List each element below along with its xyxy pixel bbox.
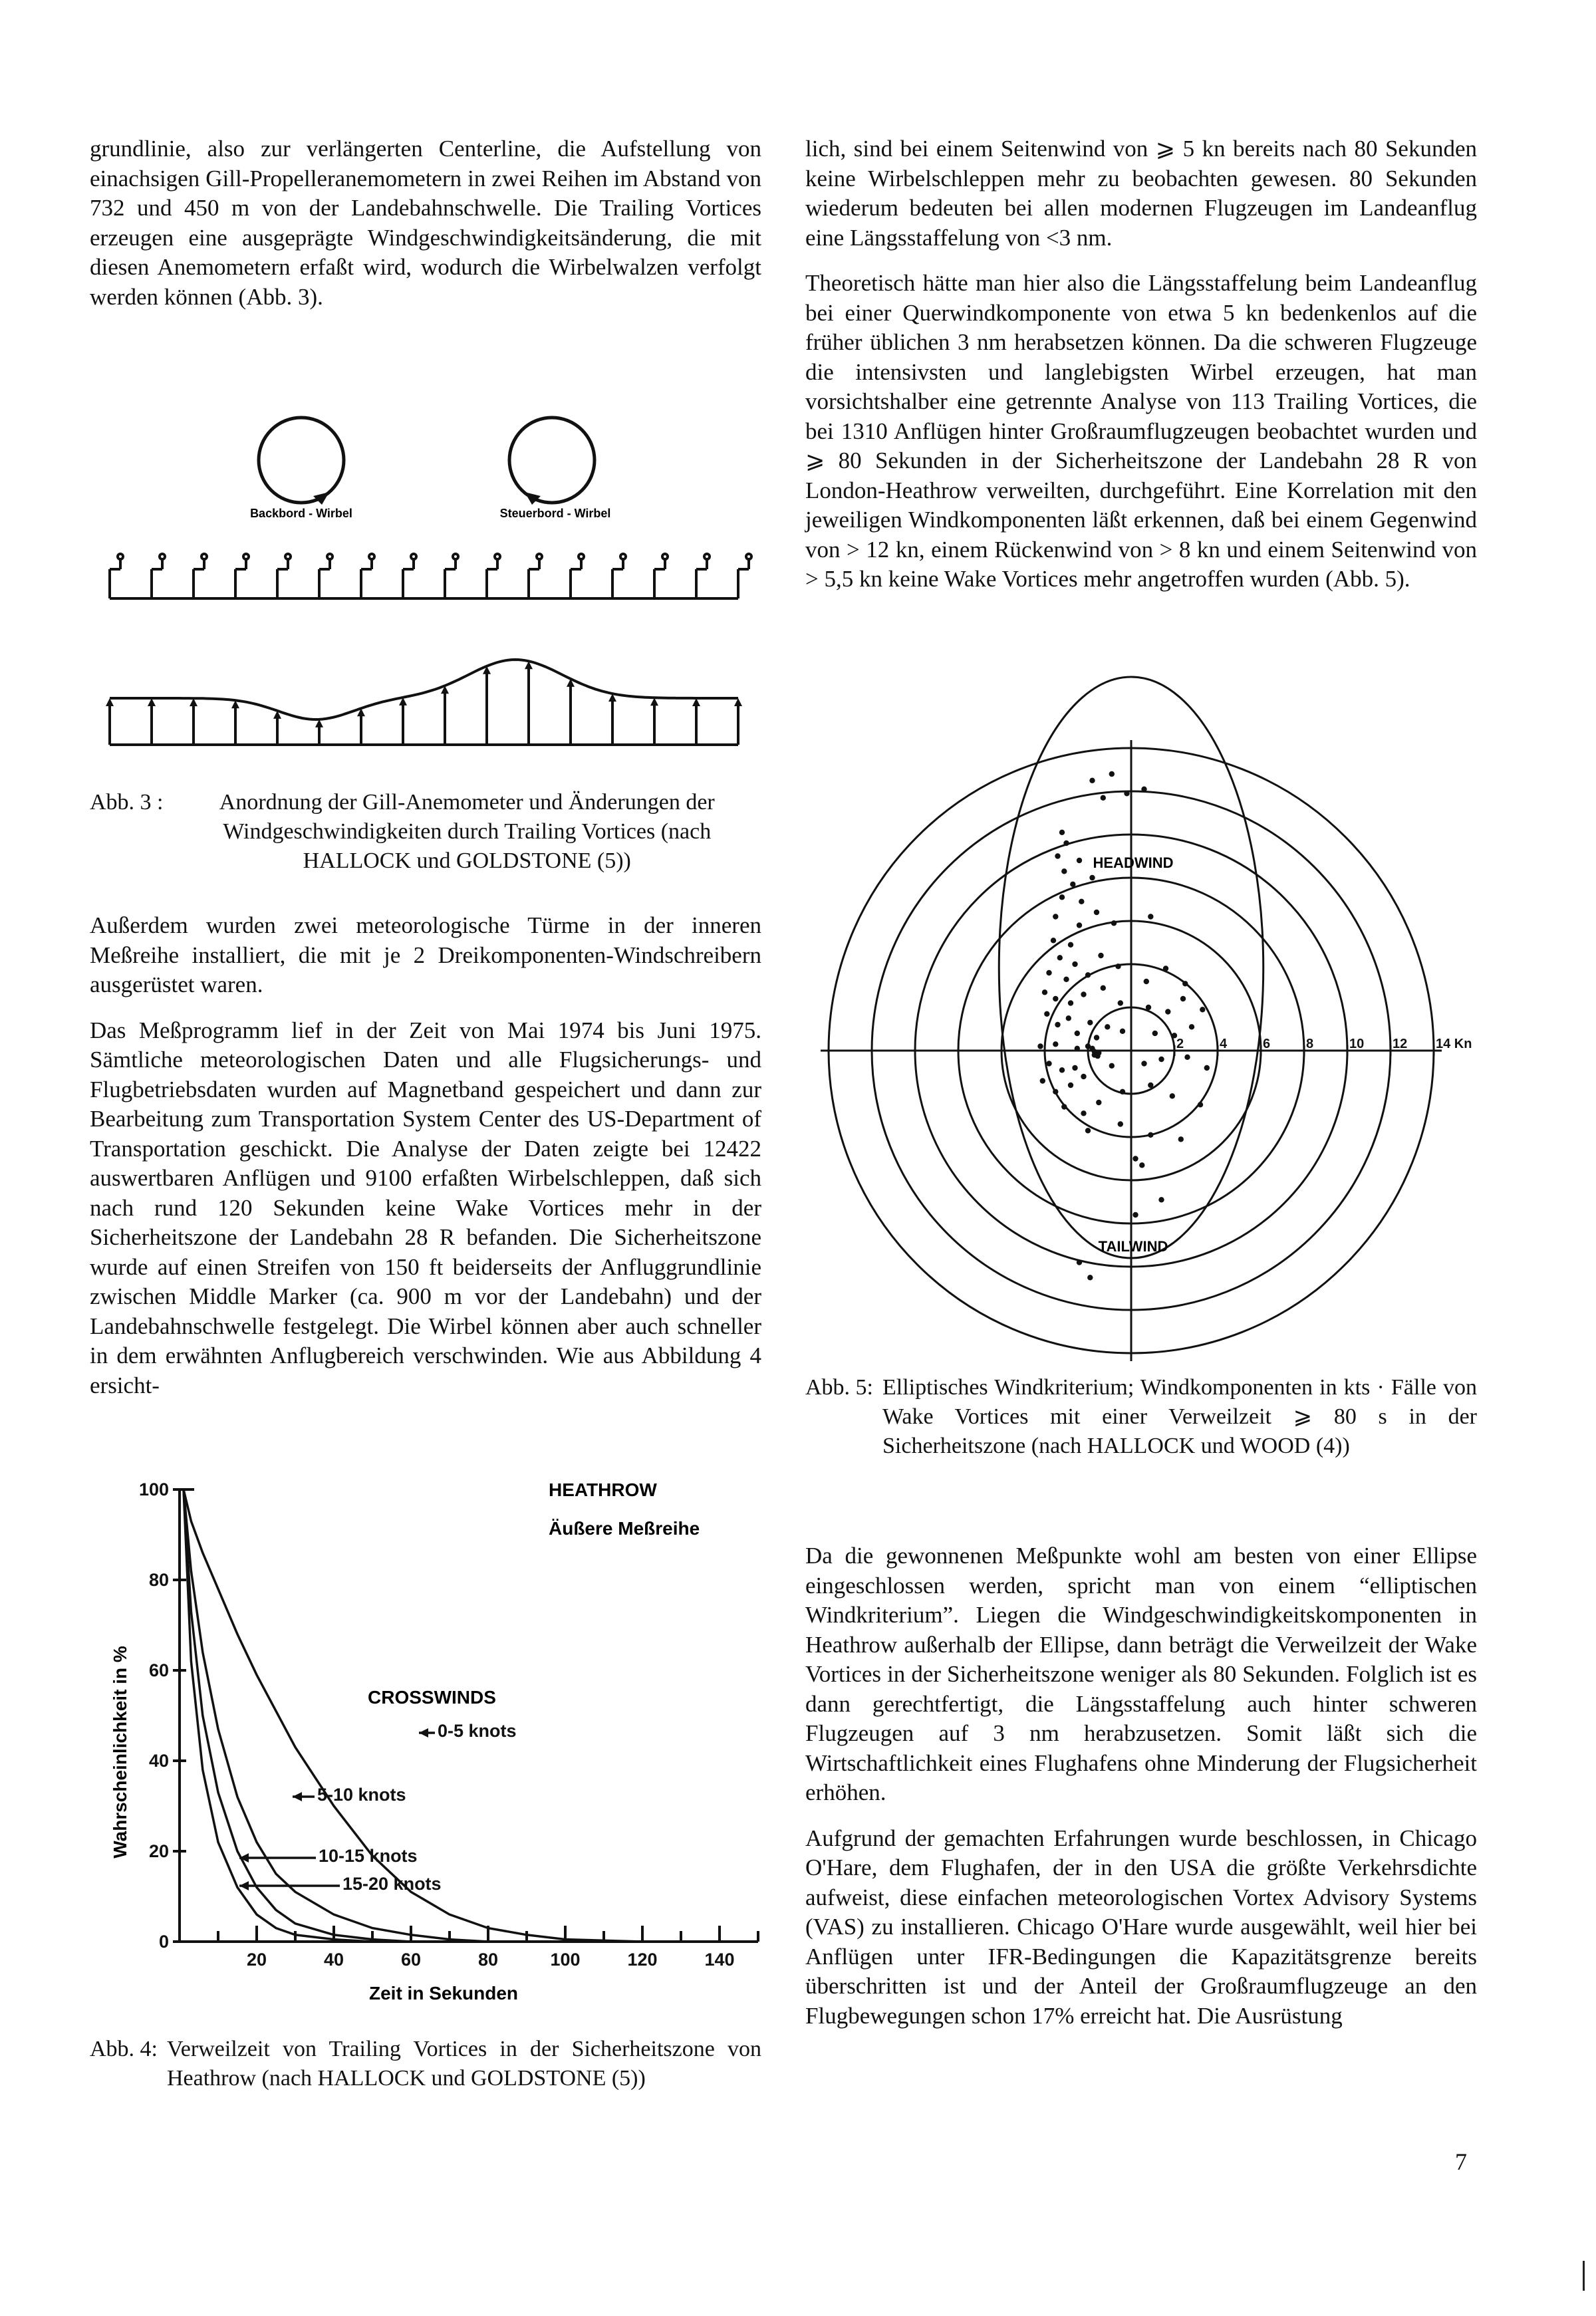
ring-label: 4: [1220, 1037, 1228, 1051]
data-point: [1061, 868, 1067, 874]
data-point: [1204, 1065, 1210, 1071]
chart-labels: [139, 1480, 735, 1970]
anemometer-icon: [654, 554, 668, 598]
data-point: [1061, 1104, 1067, 1109]
starboard-vortex-label: Steuerbord - Wirbel: [499, 507, 611, 520]
paragraph: Aufgrund der gemachten Erfahrungen wurde beschlossen, in Chicago O'Hare, dem Flughafen, der in den USA die größte Verkehrsdichte aufweist, diese einfachen meteorologischen Vortex Advisory Systems (VAS) zu installieren. Chicago O'Hare wurde ausgewählt, weil hier bei Anflügen unter IFR-Bedingungen die Kapazitätsgrenze bereits überschritten ist und der Anteil der Großraumflugzeuge an den Flugbewegungen schon 17% erreicht hat. Die Ausrüstung: [805, 1825, 1477, 2029]
anemometer-icon: [738, 554, 751, 598]
y-tick-label: 80: [148, 1570, 169, 1590]
series-label: 0-5 knots: [438, 1721, 517, 1741]
data-point: [1072, 1065, 1077, 1071]
data-point: [1144, 979, 1149, 984]
data-point: [1085, 1128, 1091, 1133]
data-point: [1178, 1136, 1184, 1142]
data-point: [1132, 1212, 1138, 1218]
data-points: [1037, 771, 1210, 1281]
data-point: [1046, 970, 1051, 975]
portside-vortex-circle: [259, 418, 344, 503]
figure-4-line-chart: [90, 1456, 788, 2021]
data-point: [1096, 1050, 1101, 1055]
x-tick-label: 120: [627, 1950, 658, 1970]
y-axis-label: Wahrscheinlichkeit in %: [110, 1646, 130, 1859]
data-point: [1053, 914, 1058, 919]
anemometer-icon: [445, 554, 458, 598]
ring-label: 2: [1176, 1037, 1184, 1051]
anemometer-icon: [152, 554, 165, 598]
anemometer-icon: [487, 554, 500, 598]
data-point: [1079, 899, 1084, 904]
data-point: [1075, 1031, 1080, 1036]
y-tick-label: 60: [148, 1660, 169, 1680]
edge-mark: [1583, 2261, 1585, 2291]
data-point: [1053, 996, 1058, 1001]
anemometer-icon: [319, 554, 332, 598]
data-point: [1059, 894, 1065, 900]
data-point: [1148, 1132, 1153, 1138]
data-point: [1094, 1035, 1099, 1040]
data-point: [1118, 1121, 1123, 1126]
anemometer-icon: [277, 554, 291, 598]
data-point: [1040, 1078, 1045, 1083]
data-point: [1085, 972, 1091, 977]
data-point: [1152, 1031, 1158, 1036]
starboard-vortex-circle: [509, 418, 595, 503]
figure-5-polar-wind-diagram: [805, 725, 1470, 1403]
data-point: [1101, 795, 1106, 801]
data-point: [1072, 962, 1077, 967]
data-point: [1066, 1015, 1071, 1021]
data-point: [1120, 1029, 1125, 1034]
figure-4-caption: [90, 2035, 761, 2093]
paragraph: lich, sind bei einem Seitenwind von ⩾ 5 kn bereits nach 80 Sekunden keine Wirbelschleppen mehr zu beobachten gewesen. 80 Sekunden wiederum bedeuten bei allen modernen Flugzeugen im Landeanflug eine Längsstaffelung von <3 nm.: [805, 136, 1477, 251]
data-point: [1089, 778, 1095, 783]
anemometer-icon: [110, 554, 123, 598]
series-label: 5-10 knots: [317, 1785, 406, 1805]
chart-title: HEATHROW: [549, 1480, 657, 1500]
y-tick-label: 0: [158, 1932, 169, 1952]
y-tick-label: 20: [148, 1841, 169, 1861]
page-number: 7: [1455, 2148, 1467, 2175]
data-point: [1139, 1162, 1144, 1168]
ring-label: 6: [1263, 1037, 1271, 1051]
chart-axes: [173, 1489, 758, 1942]
series-label: 10-15 knots: [319, 1846, 418, 1866]
data-point: [1042, 989, 1047, 995]
legend-title: CROSSWINDS: [368, 1687, 496, 1708]
paragraph: Außerdem wurden zwei meteorologische Türme in der inneren Meßreihe installiert, die mit je 2 Dreikomponenten-Windschreibern ausgerüstet waren.: [90, 912, 761, 997]
data-point: [1124, 791, 1129, 796]
data-point: [1105, 1024, 1110, 1029]
caption-text: Elliptisches Windkriterium; Windkomponenten in kts · Fälle von Wake Vortices mit einer Verweilzeit ⩾ 80 s in der Sicherheitszone (nach HALLOCK und WOOD (4)): [882, 1375, 1477, 1458]
data-point: [1087, 1275, 1093, 1280]
y-tick-label: 40: [148, 1751, 169, 1771]
data-point: [1068, 1083, 1073, 1088]
data-point: [1059, 830, 1065, 835]
figure-3-caption: [90, 788, 761, 876]
data-point: [1141, 1061, 1146, 1066]
data-point: [1053, 1041, 1058, 1047]
anemometer-icon: [529, 554, 542, 598]
caption-text: Verweilzeit von Trailing Vortices in der Sicherheitszone von Heathrow (nach HALLOCK und GOLDSTONE (5)): [167, 2037, 761, 2091]
anemometer-icon: [571, 554, 584, 598]
data-point: [1184, 1055, 1190, 1060]
portside-vortex-arrow: [313, 492, 329, 505]
data-point: [1115, 964, 1121, 969]
data-point: [1068, 1000, 1073, 1005]
data-point: [1111, 920, 1117, 926]
data-point: [1077, 1259, 1082, 1265]
data-point: [1094, 910, 1099, 915]
paragraph: Da die gewonnenen Meßpunkte wohl am besten von einer Ellipse eingeschlossen werden, spricht man von einem “elliptischen Windkriterium”. Liegen die Windgeschwindigkeitskomponenten in Heathrow außerhalb der Ellipse, dann beträgt die Verweilzeit der Wake Vortices in der Sicherheitszone weniger als 80 Sekunden. Folglich ist es dann gerechtfertigt, die Längsstaffelung auch hinter schweren Flugzeugen auf 3 nm herabzusetzen. Somit läßt sich die Wirtschaftlichkeit eines Flughafens ohne Minderung der Flugsicherheit erhöhen.: [805, 1543, 1477, 1805]
data-point: [1037, 1043, 1043, 1049]
figure-3-anemometer-diagram: [90, 412, 821, 838]
data-point: [1172, 1033, 1177, 1038]
data-point: [1055, 1022, 1060, 1027]
headwind-label: HEADWIND: [1093, 854, 1174, 871]
data-point: [1057, 955, 1063, 960]
data-point: [1089, 875, 1095, 880]
data-point: [1055, 853, 1060, 858]
x-tick-label: 80: [477, 1950, 499, 1970]
ring-label: 8: [1306, 1037, 1314, 1051]
data-point: [1148, 914, 1153, 919]
data-point: [1158, 1197, 1164, 1202]
data-point: [1141, 787, 1146, 792]
data-point: [1165, 1009, 1170, 1014]
x-tick-label: 140: [704, 1950, 735, 1970]
paragraph: Das Meßprogramm lief in der Zeit von Mai 1974 bis Juni 1975. Sämtliche meteorologischen Daten und alle Flugsicherungs- und Flugbetriebsdaten wurden auf Magnetband gespeichert und dann zur Bearbeitung zum Transportation System Center des US-Department of Transportation geschickt. Die Analyse der Daten zeigte bei 12422 auswertbaren Anflügen und 9100 erfaßten Wirbelschleppen, daß sich nach rund 120 Sekunden keine Wake Vortices mehr in der Sicherheitszone der Landebahn 28 R befanden. Die Sicherheitszone wurde auf einen Streifen von 150 ft beiderseits der Anfluggrundlinie zwischen Middle Marker (ca. 900 m vor der Landebahn) und der Landebahnschwelle festgelegt. Die Wirbel können aber auch schneller in dem erwähnten Anflugbereich verschwinden. Wie aus Abbildung 4 ersicht-: [90, 1017, 761, 1398]
data-point: [1170, 1093, 1175, 1098]
data-point: [1132, 1156, 1138, 1161]
data-point: [1118, 1000, 1123, 1005]
data-point: [1120, 1089, 1125, 1094]
data-point: [1180, 996, 1186, 1001]
right-column-top: [805, 134, 1477, 610]
anemometer-row-bottom: [106, 660, 742, 745]
data-point: [1063, 977, 1069, 982]
data-point: [1109, 771, 1115, 777]
data-point: [1077, 858, 1082, 863]
caption-label: Abb. 3 :: [90, 790, 164, 815]
x-tick-label: 20: [246, 1950, 267, 1970]
wind-profile-curve: [110, 660, 738, 719]
data-point: [1096, 1100, 1101, 1105]
x-tick-label: 40: [323, 1950, 344, 1970]
x-tick-label: 100: [550, 1950, 581, 1970]
ring-label: 14 Kn: [1436, 1037, 1472, 1051]
data-point: [1081, 1074, 1086, 1079]
data-point: [1068, 942, 1073, 948]
data-point: [1063, 840, 1069, 846]
caption-label: Abb. 5:: [805, 1375, 873, 1400]
data-point: [1198, 1102, 1203, 1107]
polar-grid: [821, 677, 1442, 1361]
data-point: [1070, 882, 1075, 887]
data-point: [1200, 1007, 1205, 1012]
data-point: [1189, 1024, 1194, 1029]
series-label: 15-20 knots: [342, 1874, 442, 1894]
data-point: [1182, 981, 1188, 986]
x-axis-label: Zeit in Sekunden: [368, 1983, 519, 2003]
anemometer-icon: [361, 554, 374, 598]
anemometer-icon: [696, 554, 710, 598]
data-point: [1046, 1061, 1051, 1066]
y-tick-label: 100: [138, 1480, 169, 1499]
ring-label: 12: [1393, 1037, 1408, 1051]
ring-label: 10: [1349, 1037, 1365, 1051]
data-point: [1148, 1083, 1153, 1088]
ring-labels: [1176, 1037, 1472, 1051]
figure-5-caption: [805, 1373, 1477, 1461]
chart-subtitle: Äußere Meßreihe: [549, 1518, 700, 1539]
left-column-top: [90, 134, 761, 328]
anemometer-row-top: [110, 554, 751, 598]
caption-label: Abb. 4:: [90, 2037, 158, 2061]
data-point: [1101, 985, 1106, 991]
paragraph: Theoretisch hätte man hier also die Längsstaffelung beim Landeanflug bei einer Querwindkomponente von etwa 5 kn bedenkenlos auf die früher üblichen 3 nm herabsetzen können. Da die schweren Flugzeuge die intensivsten und langlebigsten Wirbel erzeugen, hat man vorsichtshalber eine getrennte Analyse von 113 Trailing Vortices, die bei 1310 Anflügen hinter Großraumflugzeugen beobachtet wurden und ⩾ 80 Sekunden in der Sicherheitszone der Landebahn 28 R von London-Heathrow verweilten, durchgeführt. Eine Korrelation mit den jeweiligen Windkomponenten läßt erkennen, daß bei einem Gegenwind von > 12 kn, einem Rückenwind von > 8 kn und einem Seitenwind von > 5,5 kn keine Wake Vortices mehr angetroffen wurden (Abb. 5).: [805, 270, 1477, 592]
x-tick-label: 60: [400, 1950, 422, 1970]
portside-vortex-label: Backbord - Wirbel: [250, 507, 352, 520]
left-column-middle: [90, 911, 761, 1416]
data-point: [1051, 938, 1056, 943]
data-point: [1044, 1011, 1049, 1017]
data-point: [1081, 991, 1086, 997]
starboard-vortex-arrow: [525, 492, 541, 505]
data-point: [1163, 965, 1168, 971]
right-column-bottom: [805, 1541, 1477, 2047]
tailwind-label: TAILWIND: [1098, 1238, 1168, 1255]
data-point: [1109, 1063, 1115, 1069]
anemometer-icon: [194, 554, 207, 598]
data-point: [1146, 1005, 1151, 1010]
anemometer-icon: [612, 554, 626, 598]
anemometer-icon: [235, 554, 249, 598]
data-point: [1059, 1067, 1065, 1073]
data-point: [1053, 1089, 1058, 1094]
data-point: [1098, 953, 1103, 958]
data-point: [1081, 1110, 1086, 1116]
anemometer-icon: [403, 554, 416, 598]
data-point: [1075, 1046, 1080, 1051]
caption-text: Anordnung der Gill-Anemometer und Änderungen der Windgeschwindigkeiten durch Trailing Vortices (nach HALLOCK und GOLDSTONE (5)): [219, 790, 715, 873]
paragraph: grundlinie, also zur verlängerten Centerline, die Aufstellung von einachsigen Gill-Propelleranemometern in zwei Reihen im Abstand von 732 und 450 m von der Landebahnschwelle. Die Trailing Vortices erzeugen eine ausgeprägte Windgeschwindigkeitsänderung, die mit diesen Anemometern erfaßt wird, wodurch die Wirbelwalzen verfolgt werden können (Abb. 3).: [90, 136, 761, 310]
data-point: [1087, 1020, 1093, 1025]
data-point: [1158, 1057, 1164, 1062]
data-point: [1077, 922, 1082, 928]
